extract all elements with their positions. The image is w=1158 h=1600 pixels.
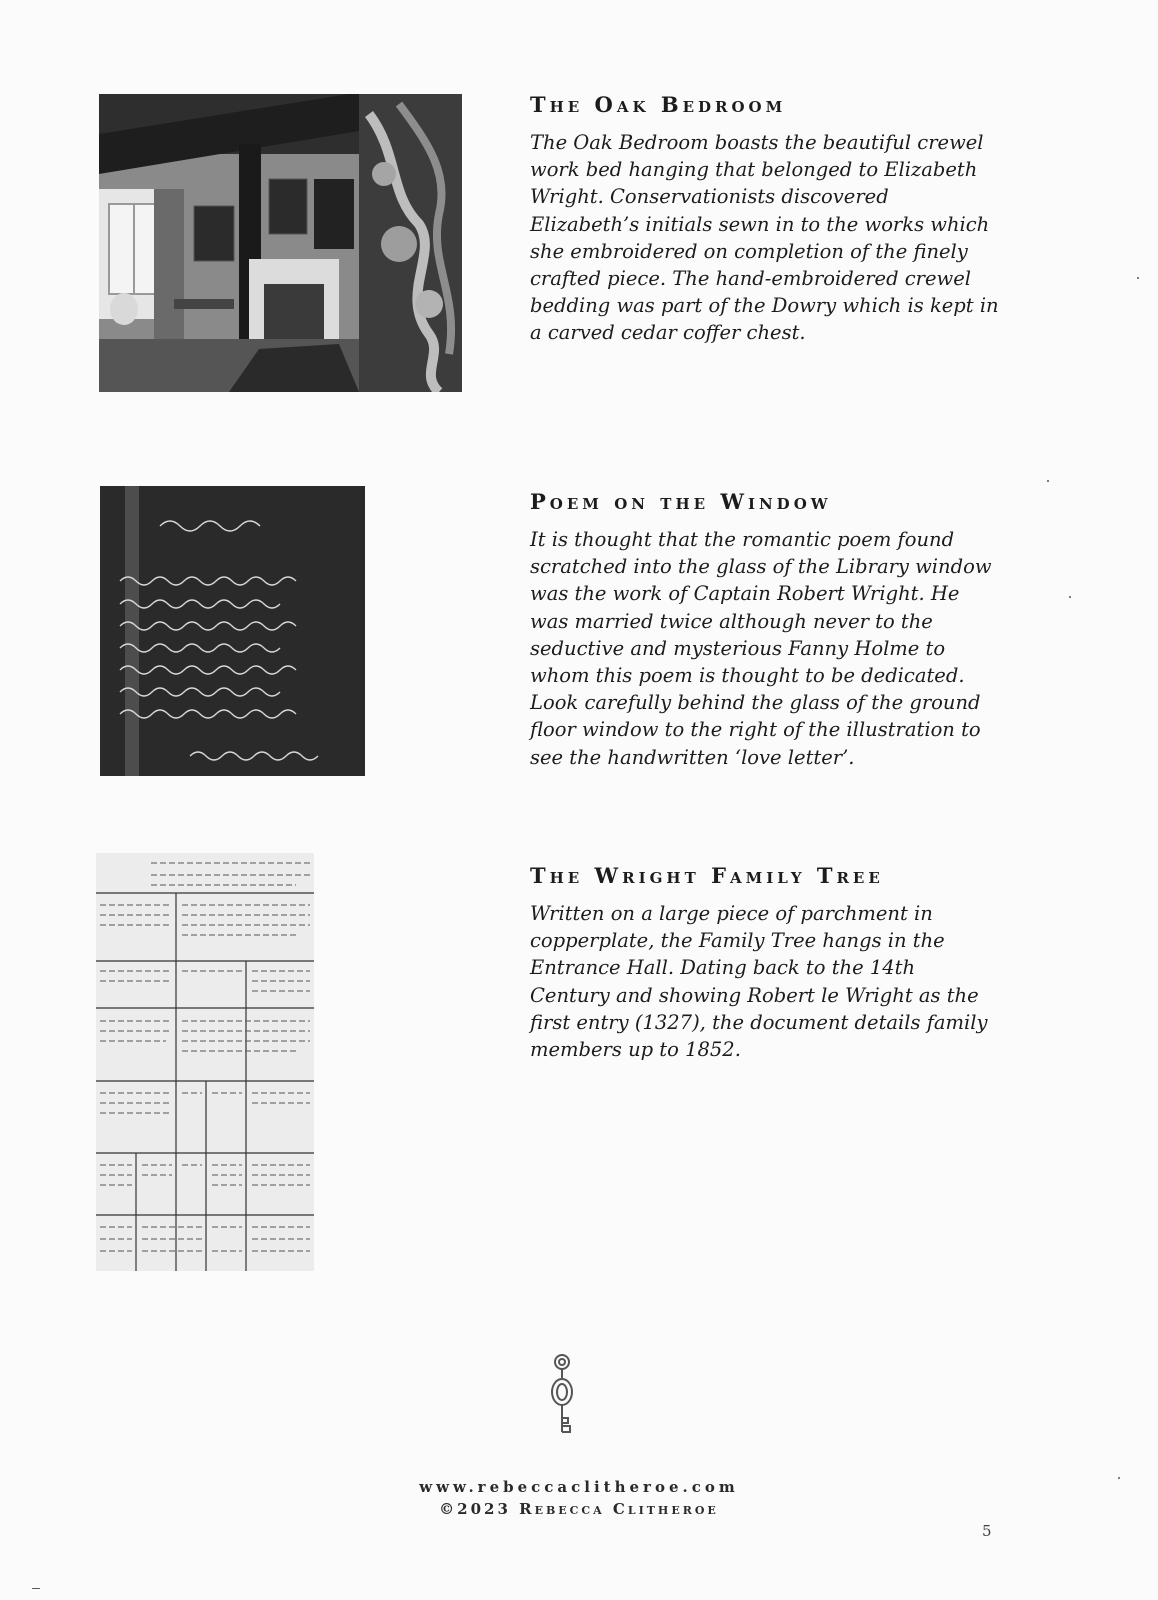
section-heading: The Wright Family Tree — [530, 863, 884, 888]
section-poem-on-window — [530, 489, 1000, 771]
section-body: Written on a large piece of parchment in copperplate, the Family Tree hangs in the Entrance Hall. Dating back to the 14th Century and showing Robert le Wright as the first entry (1327), the document details family members up to 1852. — [530, 902, 988, 1062]
section-body: The Oak Bedroom boasts the beautiful crewel work bed hanging that belonged to Elizabeth Wright. Conservationists discovered Elizabeth’s initials sewn in to the works which she embroidered on completion of the finely crafted piece. The hand-embroidered crewel bedding was part of the Dowry which is kept in a carved cedar coffer chest. — [530, 131, 999, 345]
scan-speck — [1047, 480, 1049, 482]
section-wright-family-tree — [530, 863, 1000, 1063]
footer-copyright: ©2023 Rebecca Clitheroe — [439, 1500, 719, 1518]
scan-speck — [1137, 277, 1139, 279]
scan-speck — [1069, 596, 1071, 598]
window-poem-photo — [100, 486, 365, 776]
footer-website[interactable]: www.rebeccaclitheroe.com — [419, 1478, 739, 1496]
key-ornament-icon — [547, 1352, 577, 1440]
section-heading: Poem on the Window — [530, 489, 832, 514]
page-number: 5 — [982, 1522, 992, 1540]
scan-speck — [32, 1588, 40, 1589]
scan-speck — [1118, 1477, 1120, 1479]
section-body: It is thought that the romantic poem found scratched into the glass of the Library window was the work of Captain Robert Wright. He was married twice although never to the seductive and mysterious Fanny Holme to whom this poem is thought to be dedicated. Look carefully behind the glass of the ground floor window to the right of the illustration to see the handwritten ‘love letter’. — [530, 528, 992, 769]
oak-bedroom-photo — [99, 94, 462, 392]
section-oak-bedroom — [530, 92, 1000, 347]
family-tree-photo — [96, 853, 314, 1271]
section-heading: The Oak Bedroom — [530, 92, 787, 117]
